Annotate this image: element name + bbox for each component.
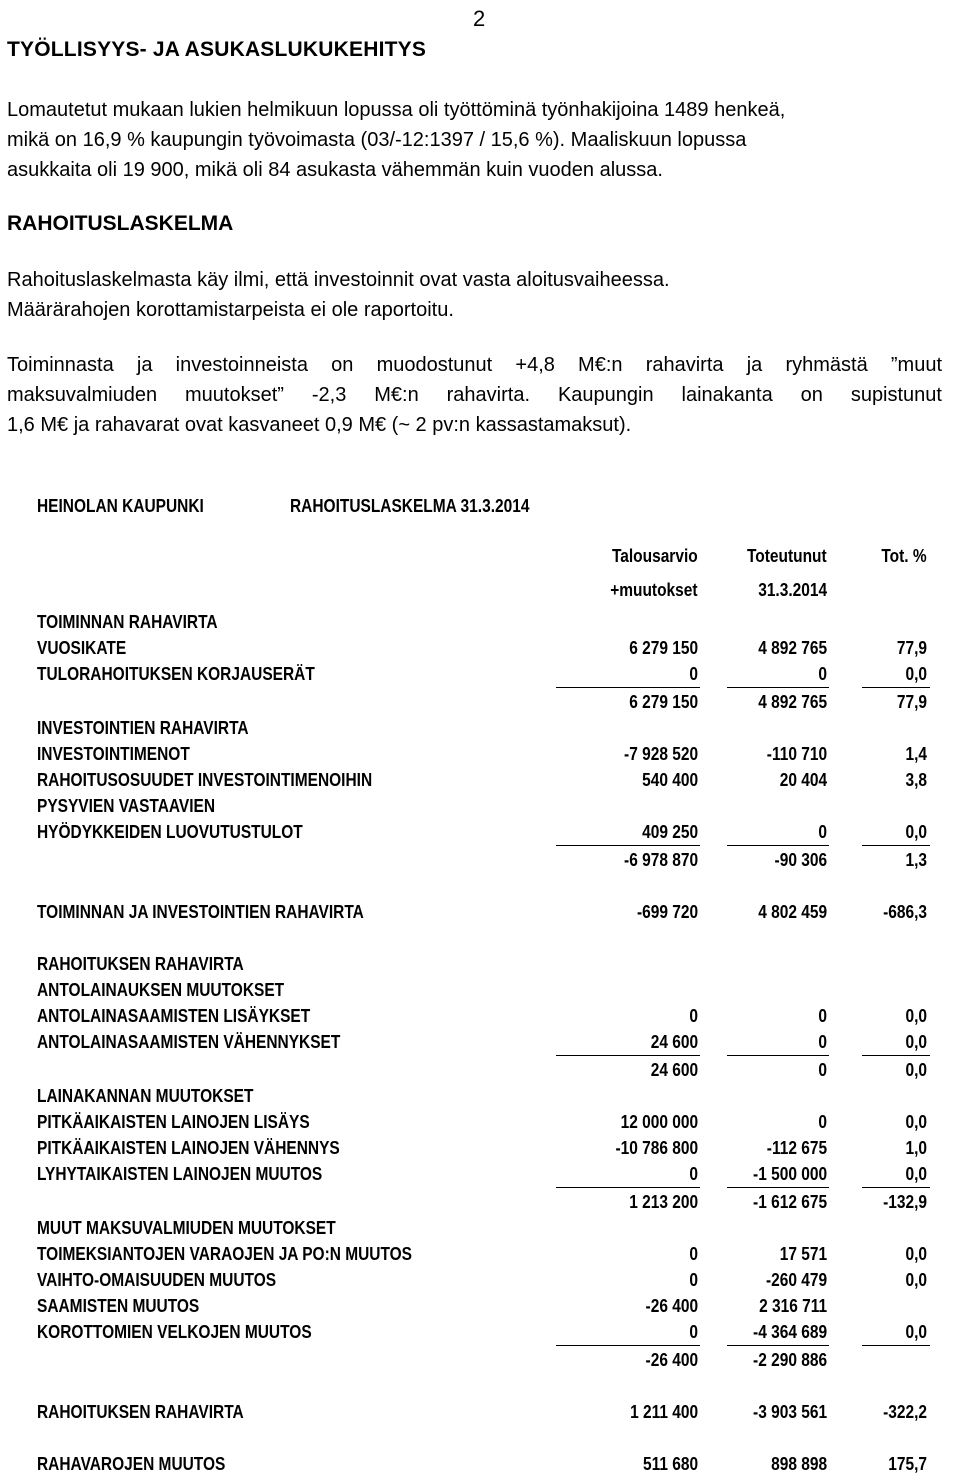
value-budget: 540 400 bbox=[642, 770, 698, 790]
value-budget: 6 279 150 bbox=[629, 692, 698, 712]
value-budget: 0 bbox=[689, 1164, 698, 1184]
table-row bbox=[0, 1454, 960, 1480]
value-percent: 77,9 bbox=[896, 638, 927, 658]
value-budget: 1 211 400 bbox=[629, 1402, 698, 1422]
section-heading-financing: RAHOITUSLASKELMA bbox=[7, 212, 234, 235]
table-row bbox=[0, 1270, 960, 1296]
table-row bbox=[0, 744, 960, 770]
text-line: Toiminnasta ja investoinneista on muodostunut +4,8 M€:n rahavirta ja ryhmästä ”muut bbox=[7, 354, 942, 376]
row-label: KOROTTOMIEN VELKOJEN MUUTOS bbox=[37, 1322, 312, 1342]
value-percent: -686,3 bbox=[883, 902, 927, 922]
table-row bbox=[0, 902, 960, 928]
paragraph-financing-intro bbox=[7, 265, 942, 325]
sum-rule bbox=[556, 1187, 700, 1188]
sum-rule bbox=[556, 845, 700, 846]
value-percent: 0,0 bbox=[905, 1244, 927, 1264]
sum-rule bbox=[727, 1055, 829, 1056]
sum-rule bbox=[862, 1345, 930, 1346]
row-label: LYHYTAIKAISTEN LAINOJEN MUUTOS bbox=[37, 1164, 323, 1184]
value-actual: 2 316 711 bbox=[758, 1296, 827, 1316]
sum-rule bbox=[556, 687, 700, 688]
text-line: Lomautetut mukaan lukien helmikuun lopussa oli työttöminä työnhakijoina 1489 henkeä, bbox=[7, 99, 786, 121]
table-row bbox=[0, 1112, 960, 1138]
row-label: LAINAKANNAN MUUTOKSET bbox=[37, 1086, 254, 1106]
table-row bbox=[0, 1060, 960, 1086]
row-label: INVESTOINTIMENOT bbox=[37, 744, 190, 764]
column-header-actual-sub: 31.3.2014 bbox=[758, 580, 827, 600]
value-actual: 0 bbox=[818, 822, 827, 842]
value-percent: 0,0 bbox=[905, 822, 927, 842]
row-label: RAHOITUSOSUUDET INVESTOINTIMENOIHIN bbox=[37, 770, 373, 790]
row-label: ANTOLAINAUKSEN MUUTOKSET bbox=[37, 980, 285, 1000]
value-percent: 1,0 bbox=[905, 1138, 927, 1158]
table-row bbox=[0, 1218, 960, 1244]
row-label: VUOSIKATE bbox=[37, 638, 127, 658]
row-label: TULORAHOITUKSEN KORJAUSERÄT bbox=[37, 664, 315, 684]
value-actual: 20 404 bbox=[779, 770, 827, 790]
sum-rule bbox=[727, 845, 829, 846]
value-percent: 0,0 bbox=[905, 1112, 927, 1132]
table-row bbox=[0, 1296, 960, 1322]
table-row bbox=[0, 770, 960, 796]
value-actual: -1 612 675 bbox=[752, 1192, 827, 1212]
value-budget: 0 bbox=[689, 664, 698, 684]
value-actual: -110 710 bbox=[766, 744, 827, 764]
table-row bbox=[0, 796, 960, 822]
value-percent: 0,0 bbox=[905, 1032, 927, 1052]
table-row bbox=[0, 980, 960, 1006]
value-budget: 24 600 bbox=[650, 1032, 698, 1052]
sum-rule bbox=[862, 1055, 930, 1056]
row-label: VAIHTO-OMAISUUDEN MUUTOS bbox=[37, 1270, 277, 1290]
value-budget: 6 279 150 bbox=[629, 638, 698, 658]
value-actual: 0 bbox=[818, 664, 827, 684]
value-percent: 0,0 bbox=[905, 1164, 927, 1184]
table-row bbox=[0, 1402, 960, 1428]
value-budget: 12 000 000 bbox=[620, 1112, 698, 1132]
table-row bbox=[0, 1086, 960, 1112]
value-percent: 1,4 bbox=[905, 744, 927, 764]
table-row bbox=[0, 718, 960, 744]
paragraph-employment bbox=[7, 95, 942, 185]
row-label: ANTOLAINASAAMISTEN VÄHENNYKSET bbox=[37, 1032, 341, 1052]
value-budget: 409 250 bbox=[642, 822, 698, 842]
value-actual: -4 364 689 bbox=[752, 1322, 827, 1342]
table-row bbox=[0, 1244, 960, 1270]
row-label: HYÖDYKKEIDEN LUOVUTUSTULOT bbox=[37, 822, 303, 842]
section-heading-employment: TYÖLLISYYS- JA ASUKASLUKUKEHITYS bbox=[7, 38, 427, 61]
value-budget: -699 720 bbox=[636, 902, 698, 922]
row-label: PITKÄAIKAISTEN LAINOJEN LISÄYS bbox=[37, 1112, 310, 1132]
table-row bbox=[0, 1138, 960, 1164]
value-budget: 511 680 bbox=[642, 1454, 698, 1474]
text-line: 1,6 M€ ja rahavarat ovat kasvaneet 0,9 M€ (~ 2 pv:n kassastamaksut). bbox=[7, 414, 632, 436]
row-label: ANTOLAINASAAMISTEN LISÄYKSET bbox=[37, 1006, 311, 1026]
value-budget: -6 978 870 bbox=[623, 850, 698, 870]
value-percent: 1,3 bbox=[905, 850, 927, 870]
value-percent: 0,0 bbox=[905, 1006, 927, 1026]
value-actual: -90 306 bbox=[774, 850, 827, 870]
sum-rule bbox=[727, 1345, 829, 1346]
sum-rule bbox=[862, 687, 930, 688]
value-budget: 0 bbox=[689, 1322, 698, 1342]
sum-rule bbox=[727, 687, 829, 688]
sum-rule bbox=[862, 845, 930, 846]
value-actual: 17 571 bbox=[779, 1244, 827, 1264]
value-percent: 3,8 bbox=[905, 770, 927, 790]
value-budget: -10 786 800 bbox=[615, 1138, 698, 1158]
value-actual: 0 bbox=[818, 1006, 827, 1026]
table-row bbox=[0, 1350, 960, 1376]
value-actual: 4 892 765 bbox=[758, 638, 827, 658]
column-header-budget-sub: +muutokset bbox=[610, 580, 698, 600]
row-label: SAAMISTEN MUUTOS bbox=[37, 1296, 200, 1316]
sum-rule bbox=[862, 1187, 930, 1188]
paragraph-financing-summary bbox=[7, 350, 942, 440]
column-header-budget: Talousarvio bbox=[612, 546, 698, 566]
report-title: RAHOITUSLASKELMA 31.3.2014 bbox=[290, 496, 530, 516]
page-number: 2 bbox=[473, 6, 486, 31]
sum-rule bbox=[556, 1055, 700, 1056]
value-percent: -322,2 bbox=[883, 1402, 927, 1422]
row-label: RAHOITUKSEN RAHAVIRTA bbox=[37, 1402, 244, 1422]
value-percent: 0,0 bbox=[905, 1060, 927, 1080]
value-actual: 898 898 bbox=[771, 1454, 827, 1474]
sum-rule bbox=[556, 1345, 700, 1346]
value-actual: -2 290 886 bbox=[752, 1350, 827, 1370]
text-line: maksuvalmiuden muutokset” -2,3 M€:n rahavirta. Kaupungin lainakanta on supistunut bbox=[7, 384, 942, 406]
row-label: MUUT MAKSUVALMIUDEN MUUTOKSET bbox=[37, 1218, 336, 1238]
value-percent: 0,0 bbox=[905, 664, 927, 684]
sum-rule bbox=[727, 1187, 829, 1188]
value-percent: -132,9 bbox=[883, 1192, 927, 1212]
value-percent: 175,7 bbox=[888, 1454, 927, 1474]
value-actual: -1 500 000 bbox=[752, 1164, 827, 1184]
column-header-actual: Toteutunut bbox=[747, 546, 827, 566]
value-percent: 0,0 bbox=[905, 1322, 927, 1342]
value-actual: -112 675 bbox=[766, 1138, 827, 1158]
column-header-percent: Tot. % bbox=[881, 546, 927, 566]
row-label: INVESTOINTIEN RAHAVIRTA bbox=[37, 718, 249, 738]
text-line: mikä on 16,9 % kaupungin työvoimasta (03/-12:1397 / 15,6 %). Maaliskuun lopussa bbox=[7, 129, 747, 151]
value-percent: 0,0 bbox=[905, 1270, 927, 1290]
value-budget: 0 bbox=[689, 1006, 698, 1026]
report-organization: HEINOLAN KAUPUNKI bbox=[37, 496, 204, 516]
row-label: RAHAVAROJEN MUUTOS bbox=[37, 1454, 226, 1474]
value-budget: 0 bbox=[689, 1270, 698, 1290]
row-label: PITKÄAIKAISTEN LAINOJEN VÄHENNYS bbox=[37, 1138, 340, 1158]
value-budget: 1 213 200 bbox=[629, 1192, 698, 1212]
table-row bbox=[0, 638, 960, 664]
value-budget: -7 928 520 bbox=[623, 744, 698, 764]
table-row bbox=[0, 1006, 960, 1032]
table-row bbox=[0, 612, 960, 638]
value-budget: -26 400 bbox=[645, 1350, 698, 1370]
value-actual: 0 bbox=[818, 1060, 827, 1080]
value-actual: 4 892 765 bbox=[758, 692, 827, 712]
value-percent: 77,9 bbox=[896, 692, 927, 712]
row-label: TOIMEKSIANTOJEN VARAOJEN JA PO:N MUUTOS bbox=[37, 1244, 413, 1264]
value-actual: 4 802 459 bbox=[758, 902, 827, 922]
value-actual: -260 479 bbox=[765, 1270, 827, 1290]
value-actual: 0 bbox=[818, 1112, 827, 1132]
value-budget: 24 600 bbox=[650, 1060, 698, 1080]
row-label: TOIMINNAN RAHAVIRTA bbox=[37, 612, 218, 632]
table-row bbox=[0, 692, 960, 718]
row-label: TOIMINNAN JA INVESTOINTIEN RAHAVIRTA bbox=[37, 902, 364, 922]
row-label: RAHOITUKSEN RAHAVIRTA bbox=[37, 954, 244, 974]
value-budget: -26 400 bbox=[645, 1296, 698, 1316]
table-row bbox=[0, 850, 960, 876]
table-row bbox=[0, 954, 960, 980]
text-line: Määrärahojen korottamistarpeista ei ole raportoitu. bbox=[7, 299, 454, 321]
text-line: Rahoituslaskelmasta käy ilmi, että investoinnit ovat vasta aloitusvaiheessa. bbox=[7, 269, 670, 291]
table-row bbox=[0, 1192, 960, 1218]
value-budget: 0 bbox=[689, 1244, 698, 1264]
value-actual: 0 bbox=[818, 1032, 827, 1052]
text-line: asukkaita oli 19 900, mikä oli 84 asukasta vähemmän kuin vuoden alussa. bbox=[7, 159, 663, 181]
value-actual: -3 903 561 bbox=[752, 1402, 827, 1422]
row-label: PYSYVIEN VASTAAVIEN bbox=[37, 796, 216, 816]
